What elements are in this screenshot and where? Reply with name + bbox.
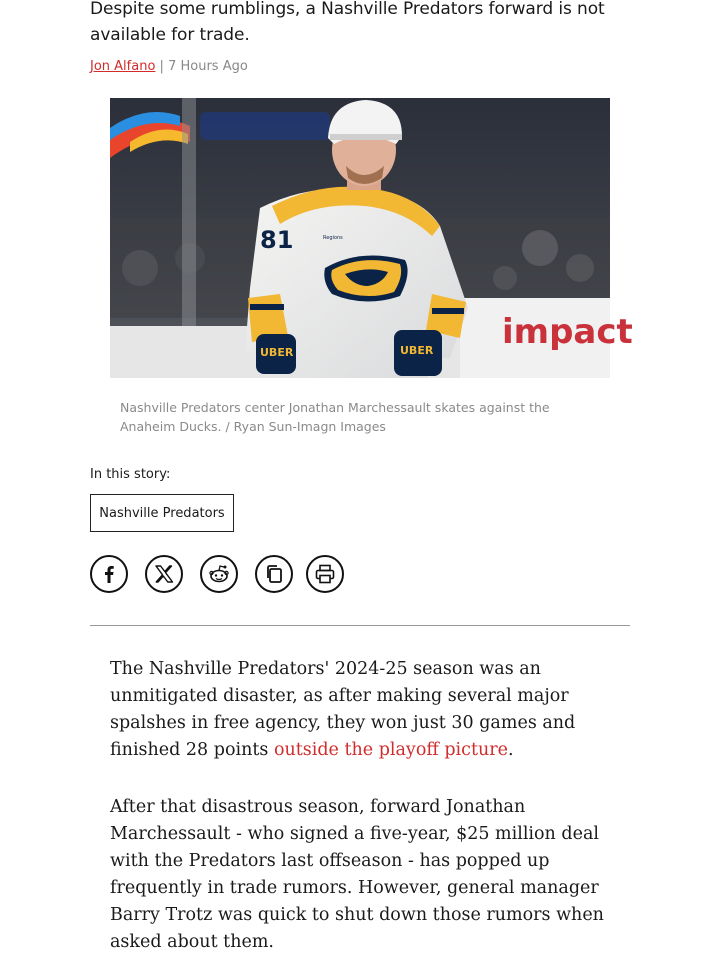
author-link[interactable]: Jon Alfano xyxy=(90,59,156,74)
facebook-icon xyxy=(99,564,119,584)
jersey-sponsor: Regions xyxy=(323,235,343,241)
byline-separator: | xyxy=(159,59,164,74)
paragraph-1-end: . xyxy=(507,740,514,760)
jersey-number: 81 xyxy=(260,226,294,254)
article-paragraph-1 xyxy=(110,656,620,764)
print-icon xyxy=(314,563,336,585)
copy-link-button[interactable] xyxy=(255,555,293,593)
byline xyxy=(90,59,248,74)
playoff-picture-link[interactable]: outside the playoff picture xyxy=(273,740,508,760)
article-paragraph-2: After that disastrous season, forward Jonathan Marchessault - who signed a five-year, $25 million deal with the Predators last offseason - has popped up frequently in trade rumors. However, general manager Barry Trotz was quick to shut down those rumors when asked about them. xyxy=(110,797,604,952)
image-caption: Nashville Predators center Jonathan Marchessault skates against the Anaheim Ducks. / Ryan Sun-Imagn Images xyxy=(120,400,550,434)
share-reddit-button[interactable] xyxy=(200,555,238,593)
share-facebook-button[interactable] xyxy=(90,555,128,593)
glove-text-left: UBER xyxy=(260,346,294,359)
board-ad-text: impact xyxy=(502,312,633,352)
copy-icon xyxy=(263,563,285,585)
section-divider xyxy=(90,625,630,626)
story-tag-nashville-predators[interactable]: Nashville Predators xyxy=(90,494,234,532)
in-this-story-label: In this story: xyxy=(90,467,171,482)
publish-time: 7 Hours Ago xyxy=(168,59,248,74)
share-x-button[interactable] xyxy=(145,555,183,593)
reddit-icon xyxy=(207,562,231,586)
x-icon xyxy=(153,563,175,585)
paragraph-1-text: The Nashville Predators' 2024-25 season was an unmitigated disaster, as after making several major spalshes in free agency, they won just 30 games and finished 28 points xyxy=(110,659,576,760)
print-button[interactable] xyxy=(306,555,344,593)
glove-text-right: UBER xyxy=(400,344,434,357)
article-subheadline: Despite some rumblings, a Nashville Predators forward is not available for trade. xyxy=(90,0,605,45)
hero-image xyxy=(110,98,633,378)
